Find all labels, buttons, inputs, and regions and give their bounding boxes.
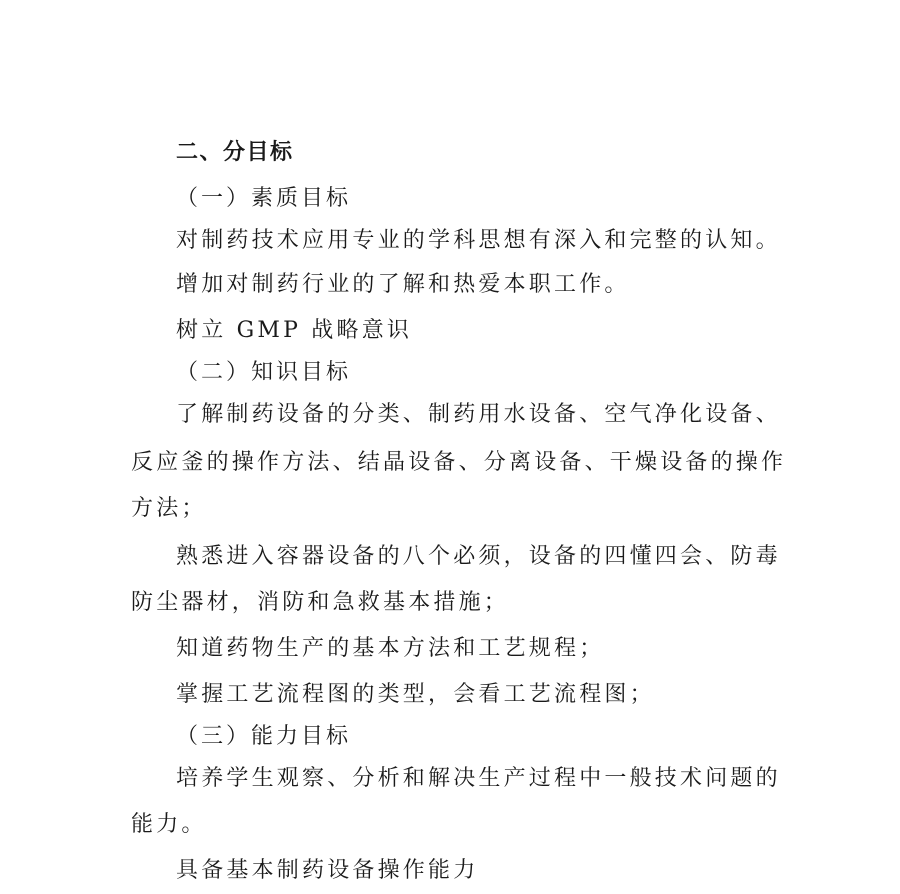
paragraph-line: 了解制药设备的分类、制药用水设备、空气净化设备、 [176,402,781,427]
section-heading: 二、分目标 [176,140,294,165]
paragraph-line: 树立 GMP 战略意识 [176,318,413,343]
paragraph-line: 对制药技术应用专业的学科思想有深入和完整的认知。 [176,228,781,253]
subsection-title-quality: （一）素质目标 [176,186,352,211]
subsection-title-knowledge: （二）知识目标 [176,360,352,385]
paragraph-line: 增加对制药行业的了解和热爱本职工作。 [176,272,630,297]
paragraph-line: 能力。 [131,812,207,837]
paragraph-line: 具备基本制药设备操作能力 [176,858,479,883]
subsection-title-ability: （三）能力目标 [176,724,352,749]
paragraph-line: 防尘器材，消防和急救基本措施； [131,590,510,615]
paragraph-line: 反应釜的操作方法、结晶设备、分离设备、干燥设备的操作 [131,450,787,475]
paragraph-line: 熟悉进入容器设备的八个必须，设备的四懂四会、防毒 [176,544,781,569]
paragraph-line: 培养学生观察、分析和解决生产过程中一般技术问题的 [176,766,781,791]
paragraph-line: 掌握工艺流程图的类型，会看工艺流程图； [176,682,655,707]
paragraph-line: 方法； [131,496,207,521]
paragraph-line: 知道药物生产的基本方法和工艺规程； [176,636,605,661]
